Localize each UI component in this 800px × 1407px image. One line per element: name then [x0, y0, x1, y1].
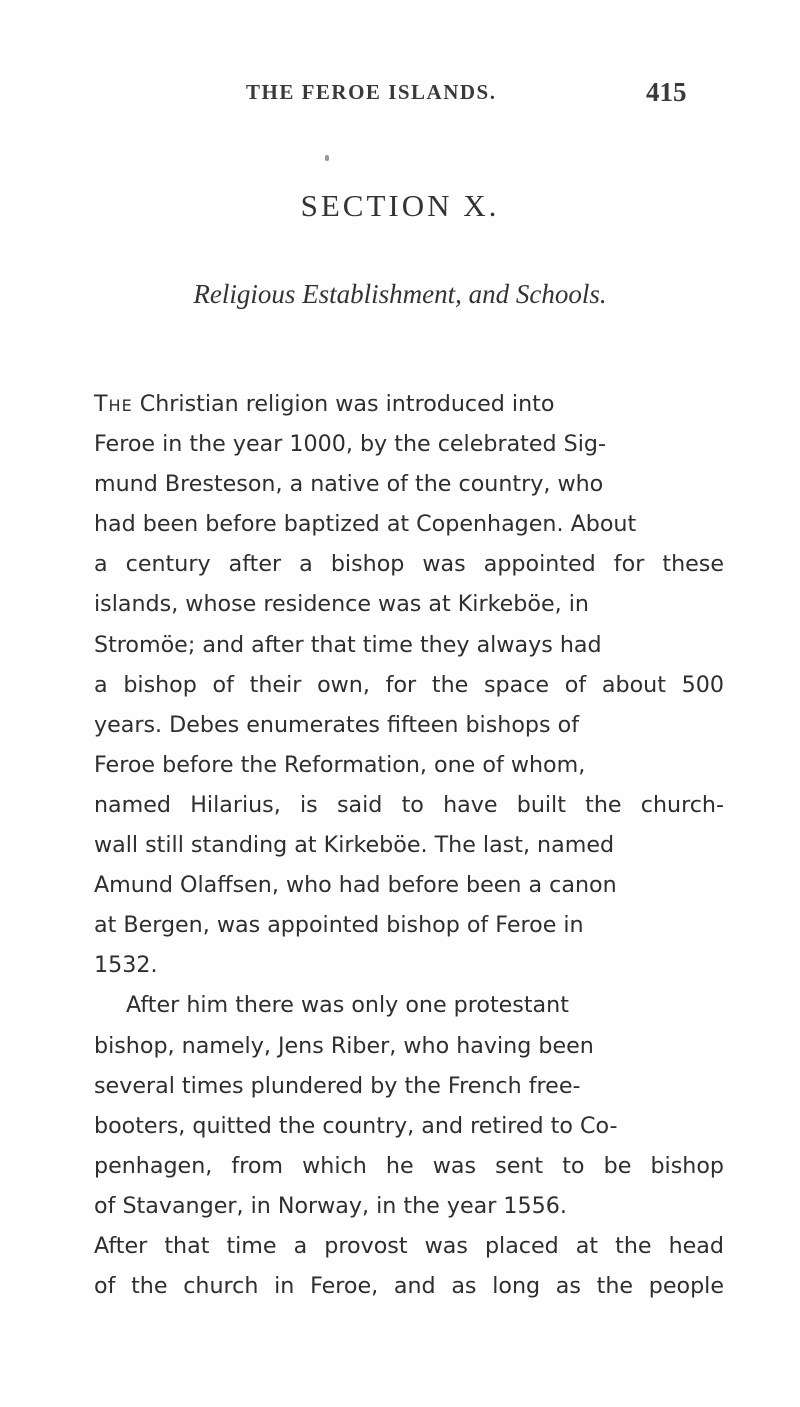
text-line: Feroe before the Reformation, one of whom, — [94, 751, 586, 778]
text-line: years. Debes enumerates fifteen bishops of — [94, 711, 580, 738]
text-line: islands, whose residence was at Kirkeböe, in — [94, 591, 589, 618]
text-line: Amund Olaffsen, who had before been a canon — [94, 872, 617, 899]
text-line: mund Bresteson, a native of the country, who — [94, 471, 604, 498]
text-line: After that time a provost was placed at the head — [94, 1232, 724, 1259]
body-text — [94, 384, 724, 1306]
text-line: Feroe in the year 1000, by the celebrated Sig- — [94, 431, 607, 458]
ink-speck — [325, 155, 329, 161]
text-line: a century after a bishop was appointed for these — [94, 551, 724, 578]
text-line: named Hilarius, is said to have built the church- — [94, 791, 724, 818]
page-number: 415 — [646, 77, 687, 107]
text-line: penhagen, from which he was sent to be bishop — [94, 1152, 724, 1179]
text-line: several times plundered by the French free- — [94, 1072, 581, 1099]
section-heading: SECTION X. — [300, 188, 500, 223]
text-line: bishop, namely, Jens Riber, who having been — [94, 1032, 594, 1059]
running-head — [0, 77, 800, 110]
text-line: had been before baptized at Copenhagen. About — [94, 511, 637, 538]
text-line: at Bergen, was appointed bishop of Feroe in — [94, 912, 584, 939]
text-line: 1532. — [94, 952, 158, 979]
opening-word: The — [94, 391, 133, 417]
text-line: Stromöe; and after that time they always had — [94, 631, 602, 658]
text-line: of the church in Feroe, and as long as the people — [94, 1273, 724, 1300]
text-line: a bishop of their own, for the space of about 500 — [94, 671, 724, 698]
section-subtitle: Religious Establishment, and Schools. — [193, 279, 607, 309]
text-line: After him there was only one protestant — [126, 992, 569, 1019]
text-line: booters, quitted the country, and retired to Co- — [94, 1112, 618, 1139]
running-title: THE FEROE ISLANDS. — [246, 80, 497, 104]
text-line: of Stavanger, in Norway, in the year 1556. — [94, 1192, 567, 1219]
text-line: The Christian religion was introduced into — [94, 391, 555, 417]
text-line: wall still standing at Kirkeböe. The last, named — [94, 832, 615, 859]
